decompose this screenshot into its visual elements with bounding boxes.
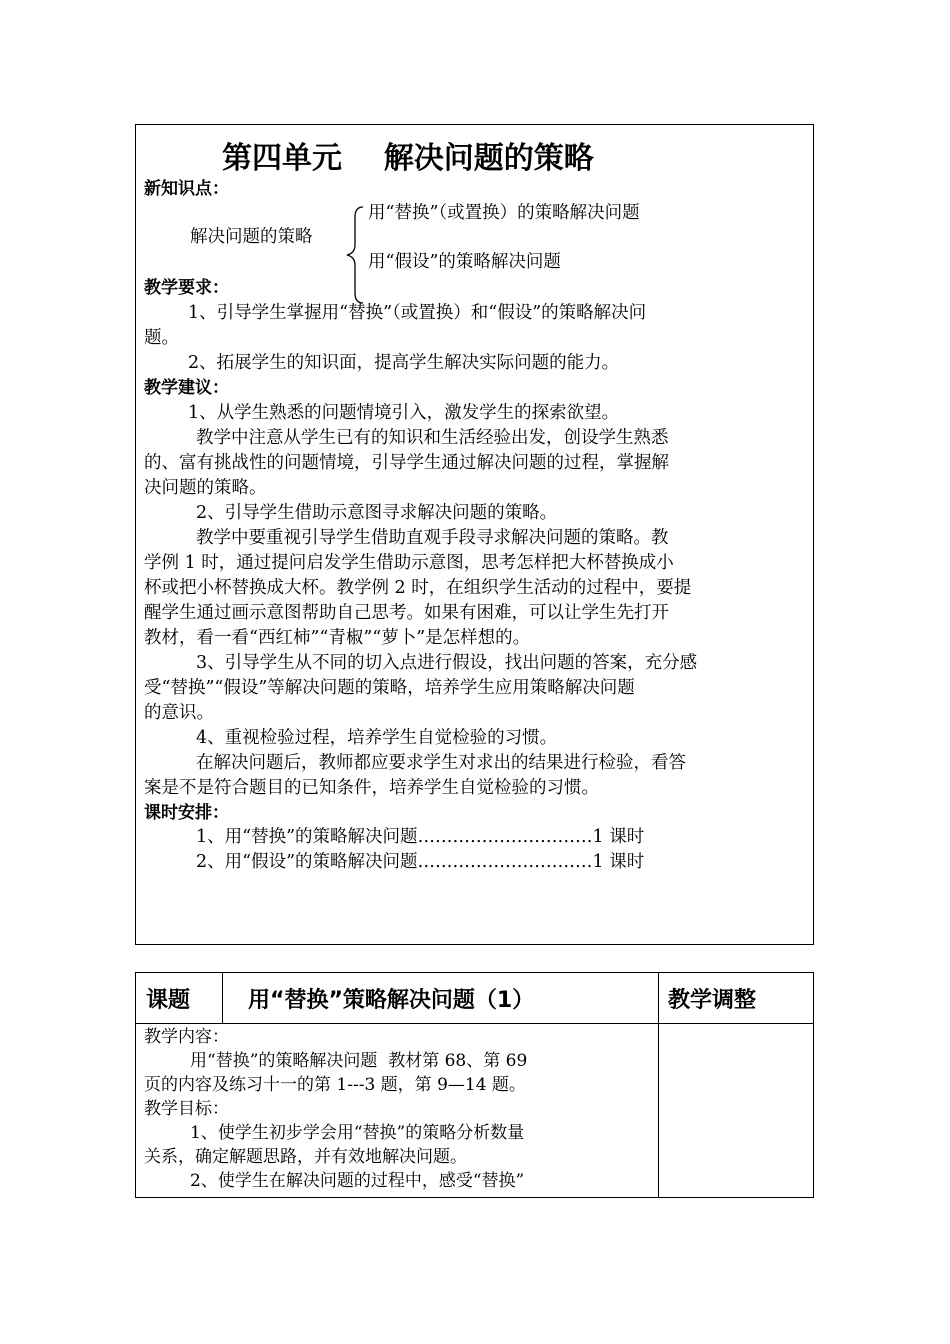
- requirements-heading: 教学要求：: [144, 278, 229, 298]
- new-points-heading: 新知识点：: [144, 179, 229, 199]
- suggestion-3-cont: 受“替换”“假设”等解决问题的策略，培养学生应用策略解决问题: [144, 678, 635, 698]
- suggestion-2: 2、引导学生借助示意图寻求解决问题的策略。: [196, 503, 558, 523]
- header-adjustment: 教学调整: [668, 988, 757, 1013]
- requirement-1-cont: 题。: [144, 328, 179, 348]
- suggestion-4: 4、重视检验过程，培养学生自觉检验的习惯。: [196, 728, 558, 748]
- column-divider: [658, 973, 659, 1197]
- requirement-2: 2、拓展学生的知识面，提高学生解决实际问题的能力。: [188, 353, 620, 373]
- suggestion-1-para: 教学中注意从学生已有的知识和生活经验出发，创设学生熟悉: [196, 428, 669, 448]
- unit-title: 第四单元 解决问题的策略: [222, 141, 594, 176]
- brace-icon: [341, 205, 371, 305]
- content-heading: 教学内容：: [144, 1027, 229, 1047]
- header-topic-label: 课题: [146, 988, 191, 1013]
- diagram-branch-1: 用“替换”（或置换）的策略解决问题: [368, 203, 640, 223]
- suggestion-2-para: 教学中要重视引导学生借助直观手段寻求解决问题的策略。教: [196, 528, 669, 548]
- header-lesson-title: 用“替换”策略解决问题（1）: [248, 988, 535, 1013]
- suggestions-heading: 教学建议：: [144, 378, 229, 398]
- suggestion-3: 3、引导学生从不同的切入点进行假设，找出问题的答案，充分感: [196, 653, 698, 673]
- schedule-item-1: 1、用“替换”的策略解决问题…………………………1 课时: [196, 827, 645, 847]
- goals-heading: 教学目标：: [144, 1099, 229, 1119]
- suggestion-3-cont: 的意识。: [144, 703, 214, 723]
- suggestion-1: 1、从学生熟悉的问题情境引入，激发学生的探索欲望。: [188, 403, 620, 423]
- schedule-heading: 课时安排：: [144, 803, 229, 823]
- column-divider: [222, 973, 223, 1023]
- suggestion-2-para: 学例 1 时，通过提问启发学生借助示意图，思考怎样把大杯替换成小: [144, 553, 674, 573]
- content-line: 页的内容及练习十一的第 1---3 题，第 9—14 题。: [144, 1075, 526, 1095]
- suggestion-1-para: 决问题的策略。: [144, 478, 267, 498]
- goal-2: 2、使学生在解决问题的过程中，感受“替换”: [190, 1171, 525, 1191]
- diagram-branch-2: 用“假设”的策略解决问题: [368, 252, 561, 272]
- goal-1-cont: 关系，确定解题思路，并有效地解决问题。: [144, 1147, 467, 1167]
- diagram-root: 解决问题的策略: [190, 227, 313, 247]
- suggestion-1-para: 的、富有挑战性的问题情境，引导学生通过解决问题的过程，掌握解: [144, 453, 669, 473]
- suggestion-2-para: 醒学生通过画示意图帮助自己思考。如果有困难，可以让学生先打开: [144, 603, 669, 623]
- requirement-1: 1、引导学生掌握用“替换”（或置换）和“假设”的策略解决问: [188, 303, 647, 323]
- suggestion-2-para: 杯或把小杯替换成大杯。教学例 2 时，在组织学生活动的过程中，要提: [144, 578, 692, 598]
- content-line: 用“替换”的策略解决问题 教材第 68、第 69: [190, 1051, 528, 1071]
- suggestion-4-para: 在解决问题后，教师都应要求学生对求出的结果进行检验，看答: [196, 753, 686, 773]
- schedule-item-2: 2、用“假设”的策略解决问题…………………………1 课时: [196, 852, 645, 872]
- goal-1: 1、使学生初步学会用“替换”的策略分析数量: [190, 1123, 525, 1143]
- suggestion-4-para: 案是不是符合题目的已知条件，培养学生自觉检验的习惯。: [144, 778, 599, 798]
- lesson-table: [135, 972, 814, 1198]
- suggestion-2-para: 教材，看一看“西红柿”“青椒”“萝卜”是怎样想的。: [144, 628, 531, 648]
- unit-overview-box: [135, 124, 814, 945]
